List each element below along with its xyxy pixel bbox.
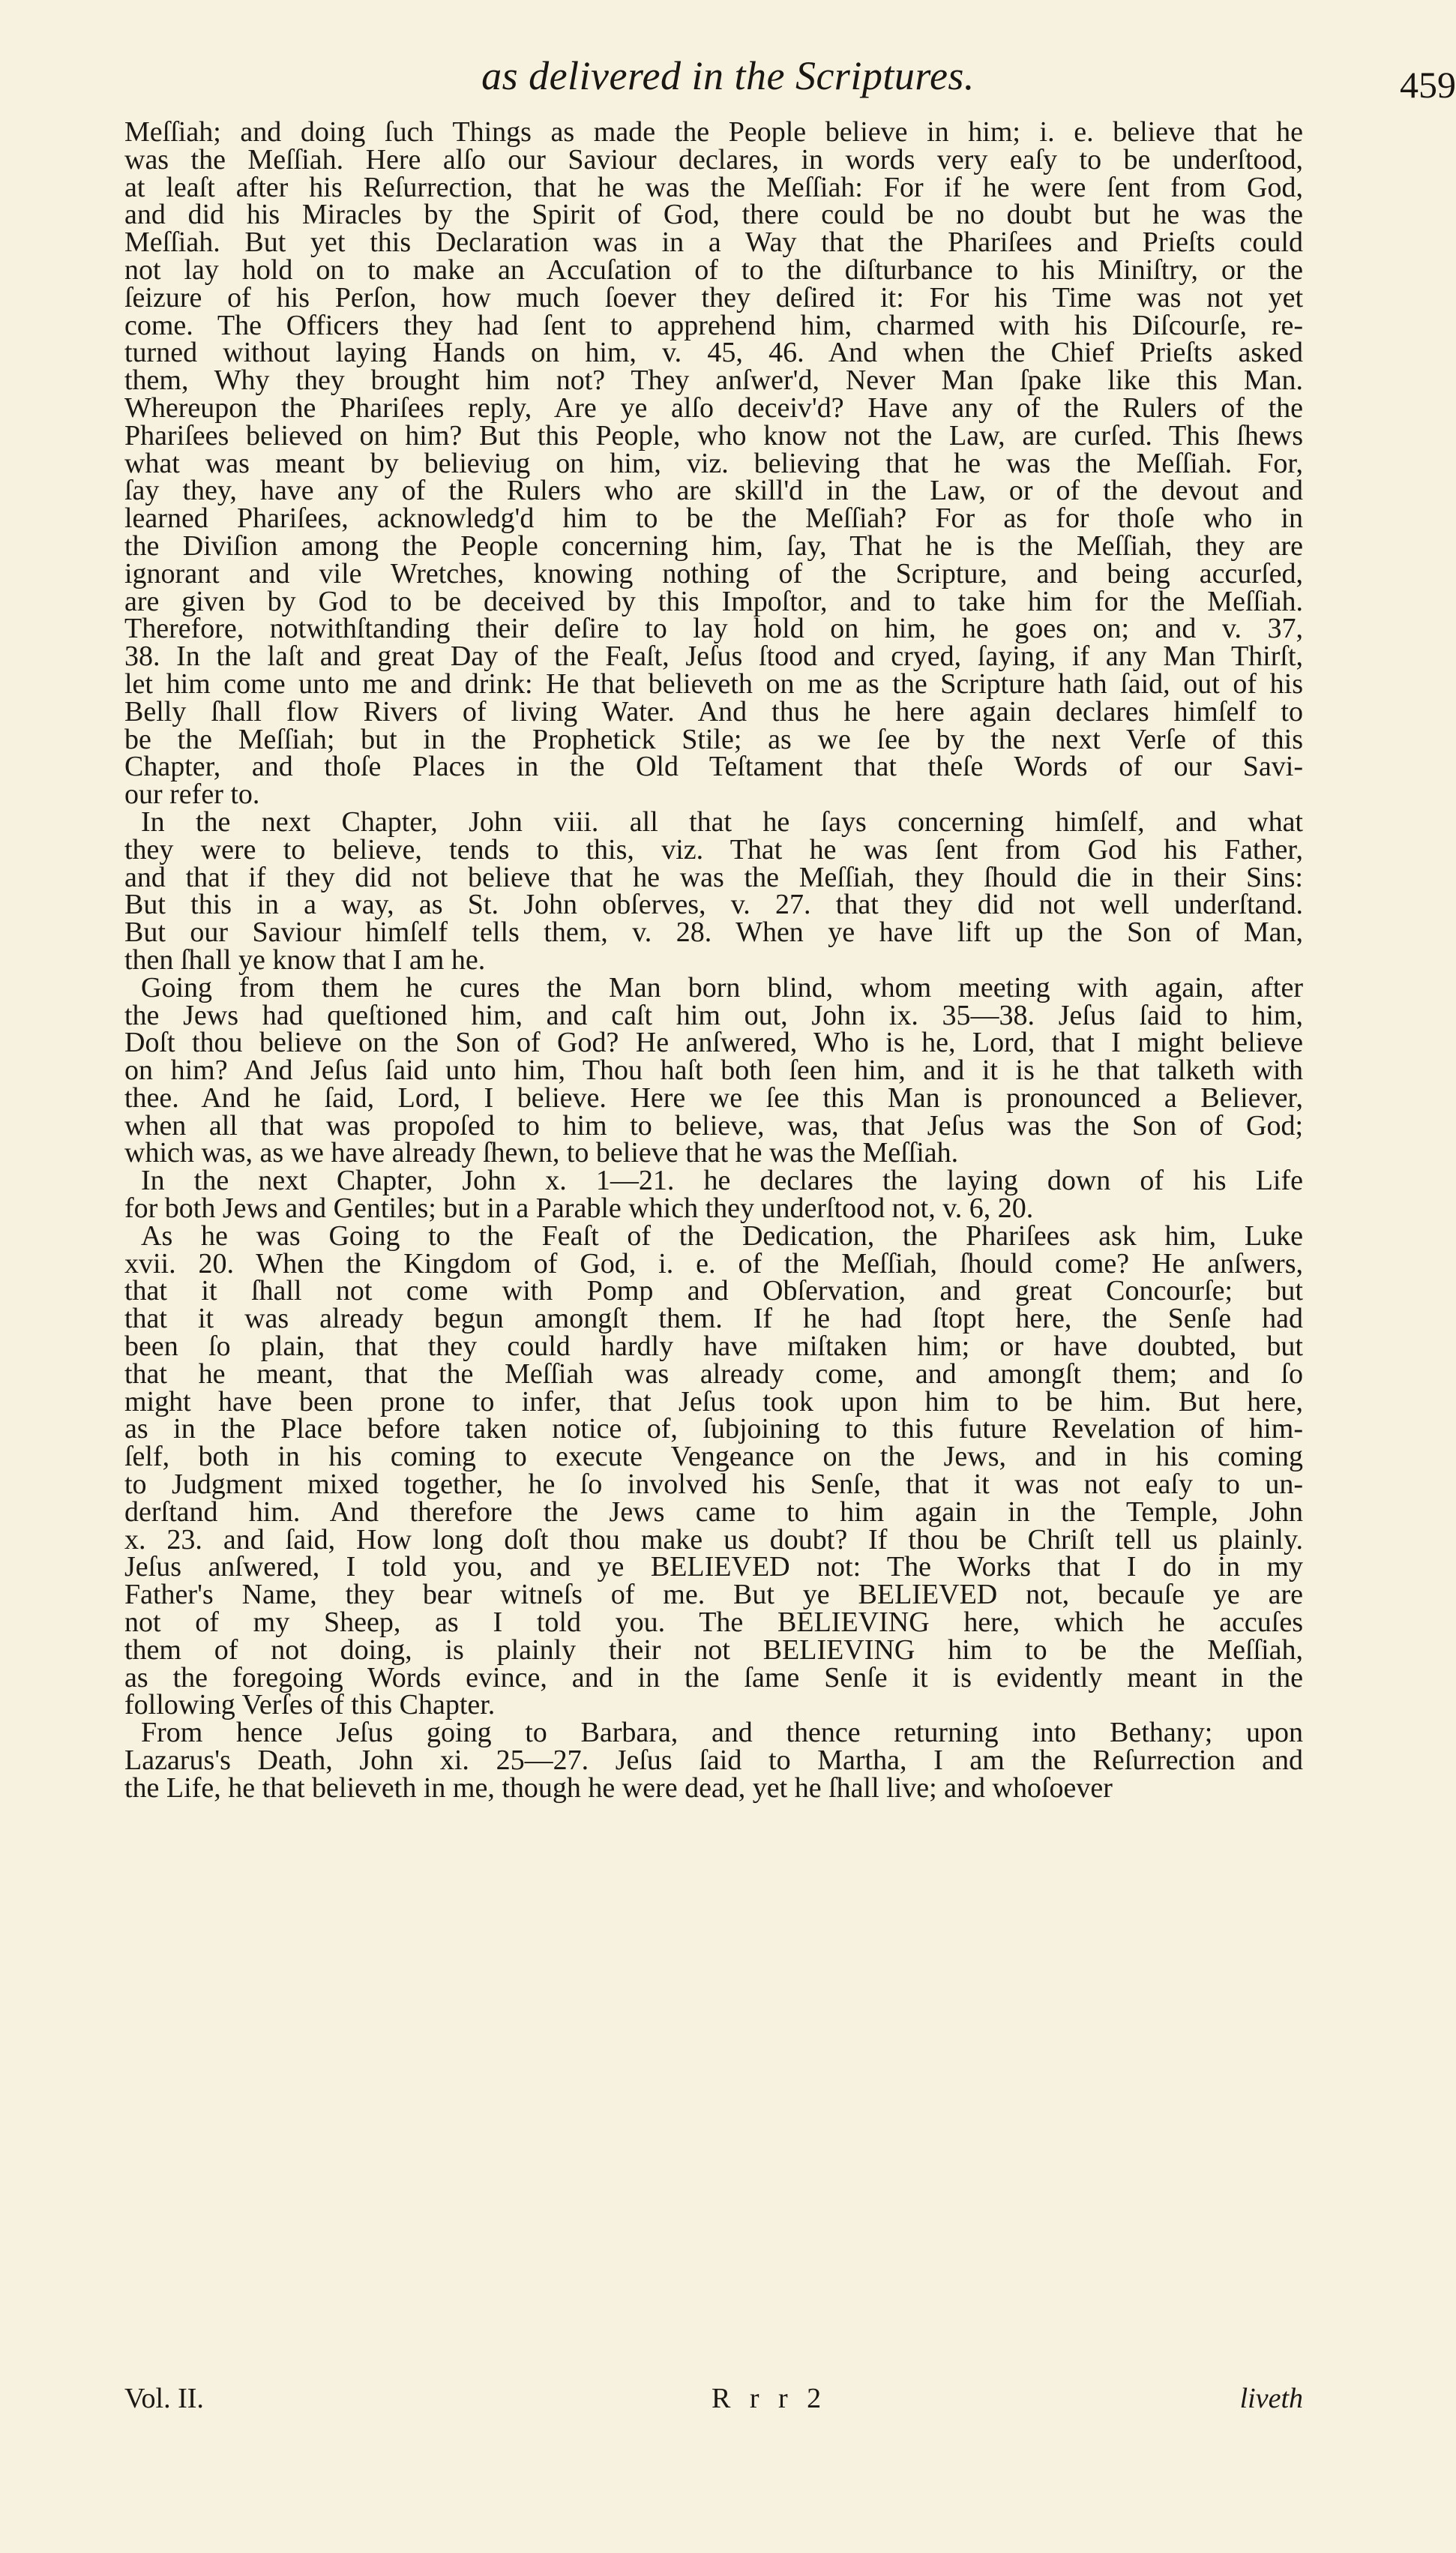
text-line: the Life, he that believeth in me, though he were dead, yet he ſhall live; and whoſoever [124, 1772, 1113, 1804]
text-line: was the Meſſiah. Here alſo our Saviour declares, in words very eaſy to be underſtood, [124, 143, 1303, 176]
text-line: But our Saviour himſelf tells them, v. 28. When ye have lift up the Son of Man, [124, 916, 1303, 949]
text-line: Meſſiah; and doing ſuch Things as made the People believe in him; i. e. believe that he [124, 116, 1303, 148]
text-line: what was meant by believiug on him, viz. believing that he was the Meſſiah. For, [124, 447, 1303, 479]
text-line: the Jews had queſtioned him, and caſt him out, John ix. 35—38. Jeſus ſaid to him, [124, 999, 1303, 1031]
text-line: at leaſt after his Reſurrection, that he was the Meſſiah: For if he were ſent from God, [124, 171, 1303, 203]
text-line: and that if they did not believe that he was the Meſſiah, they ſhould die in their Sins: [124, 861, 1303, 893]
text-line: might have been prone to infer, that Jeſus took upon him to be him. But here, [124, 1385, 1303, 1418]
text-line: learned Phariſees, acknowledg'd him to be the Meſſiah? For as for thoſe who in [124, 502, 1303, 535]
volume-label: Vol. II. [124, 2383, 204, 2414]
text-line: Chapter, and thoſe Places in the Old Teſtament that theſe Words of our Savi- [124, 751, 1303, 783]
text-line: on him? And Jeſus ſaid unto him, Thou haſt both ſeen him, and it is he that talketh with [124, 1054, 1303, 1087]
text-line: In the next Chapter, John viii. all that he ſays concerning himſelf, and what [141, 806, 1303, 838]
text-line: Whereupon the Phariſees reply, Are ye alſo deceiv'd? Have any of the Rulers of the [124, 392, 1303, 424]
text-line: xvii. 20. When the Kingdom of God, i. e. of the Meſſiah, ſhould come? He anſwers, [124, 1247, 1303, 1280]
text-line: Jeſus anſwered, I told you, and ye BELIEVED not: The Works that I do in my [124, 1551, 1303, 1583]
text-line: In the next Chapter, John x. 1—21. he declares the laying down of his Life [141, 1165, 1303, 1197]
page-footer [124, 2384, 1303, 2414]
text-line: that it ſhall not come with Pomp and Obſervation, and great Concourſe; but [124, 1275, 1303, 1307]
text-line: our refer to. [124, 778, 260, 811]
text-line: and did his Miracles by the Spirit of God, there could be no doubt but he was the [124, 199, 1303, 231]
text-line: x. 23. and ſaid, How long doſt thou make us doubt? If thou be Chriſt tell us plainly. [124, 1523, 1303, 1556]
text-line: following Verſes of this Chapter. [124, 1689, 496, 1721]
text-line: Lazarus's Death, John xi. 25—27. Jeſus ſaid to Martha, I am the Reſurrection and [124, 1744, 1303, 1777]
text-line: From hence Jeſus going to Barbara, and thence returning into Bethany; upon [141, 1717, 1303, 1749]
running-head: as delivered in the Scriptures. [481, 53, 975, 98]
text-line: come. The Officers they had ſent to apprehend him, charmed with his Diſcourſe, re- [124, 309, 1303, 341]
text-line: thee. And he ſaid, Lord, I believe. Here we ſee this Man is pronounced a Believer, [124, 1082, 1303, 1114]
text-line: But this in a way, as St. John obſerves, v. 27. that they did not well underſtand. [124, 889, 1303, 921]
text-line: been ſo plain, that they could hardly have miſtaken him; or have doubted, but [124, 1330, 1303, 1363]
text-line: derſtand him. And therefore the Jews came to him again in the Temple, John [124, 1496, 1303, 1528]
text-line: that it was already begun amongſt them. If he had ſtopt here, the Senſe had [124, 1303, 1303, 1335]
text-line: ſelf, both in his coming to execute Vengeance on the Jews, and in his coming [124, 1441, 1303, 1473]
text-line: that he meant, that the Meſſiah was already come, and amongſt them; and ſo [124, 1358, 1303, 1390]
text-line: ignorant and vile Wretches, knowing nothing of the Scripture, and being accurſed, [124, 557, 1303, 590]
text-line: which was, as we have already ſhewn, to believe that he was the Meſſiah. [124, 1137, 959, 1169]
text-line: them, Why they brought him not? They anſwer'd, Never Man ſpake like this Man. [124, 364, 1303, 397]
body-text [124, 118, 1303, 1802]
text-line: then ſhall ye know that I am he. [124, 944, 486, 976]
text-line: the Diviſion among the People concerning him, ſay, That he is the Meſſiah, they are [124, 530, 1303, 562]
text-line: Doſt thou believe on the Son of God? He anſwered, Who is he, Lord, that I might believe [124, 1027, 1303, 1059]
text-line: ſeizure of his Perſon, how much ſoever they deſired it: For his Time was not yet [124, 281, 1303, 314]
text-line: turned without laying Hands on him, v. 45, 46. And when the Chief Prieſts asked [124, 337, 1303, 369]
text-line: for both Jews and Gentiles; but in a Parable which they underſtood not, v. 6, 20. [124, 1192, 1034, 1225]
text-line: ſay they, have any of the Rulers who are skill'd in the Law, or of the devout and [124, 475, 1303, 507]
text-line: they were to believe, tends to this, viz. That he was ſent from God his Father, [124, 833, 1303, 866]
text-line: let him come unto me and drink: He that believeth on me as the Scripture hath ſaid, out of his [124, 668, 1303, 700]
text-line: them of not doing, is plainly their not BELIEVING him to be the Meſſiah, [124, 1634, 1303, 1666]
text-line: are given by God to be deceived by this Impoſtor, and to take him for the Meſſiah. [124, 585, 1303, 617]
text-line: when all that was propoſed to him to believe, was, that Jeſus was the Son of God; [124, 1109, 1303, 1142]
text-line: As he was Going to the Feaſt of the Dedication, the Phariſees ask him, Luke [141, 1220, 1303, 1252]
page-number: 459 [1400, 64, 1456, 106]
text-line: Phariſees believed on him? But this People, who know not the Law, are curſed. This ſhews [124, 419, 1303, 452]
text-line: to Judgment mixed together, he ſo involved his Senſe, that it was not eaſy to un- [124, 1468, 1303, 1501]
text-line: not lay hold on to make an Accuſation of to the diſturbance to his Miniſtry, or the [124, 254, 1303, 286]
text-line: as the foregoing Words evince, and in the ſame Senſe it is evidently meant in the [124, 1661, 1303, 1694]
text-line: not of my Sheep, as I told you. The BELIEVING here, which he accuſes [124, 1606, 1303, 1639]
text-line: 38. In the laſt and great Day of the Feaſt, Jeſus ſtood and cryed, ſaying, if any Man Thirſt, [124, 640, 1303, 673]
catchword: liveth [1239, 2383, 1303, 2414]
text-line: Belly ſhall flow Rivers of living Water. And thus he here again declares himſelf to [124, 695, 1303, 728]
text-line: Therefore, notwithſtanding their deſire to lay hold on him, he goes on; and v. 37, [124, 613, 1303, 645]
text-line: as in the Place before taken notice of, ſubjoining to this future Revelation of him- [124, 1413, 1303, 1445]
text-line: be the Meſſiah; but in the Prophetick Stile; as we ſee by the next Verſe of this [124, 723, 1303, 755]
text-line: Going from them he cures the Man born blind, whom meeting with again, after [141, 971, 1303, 1004]
signature-mark: R r r 2 [712, 2383, 828, 2414]
text-line: Father's Name, they bear witneſs of me. But ye BELIEVED not, becauſe ye are [124, 1579, 1303, 1611]
text-line: Meſſiah. But yet this Declaration was in a Way that the Phariſees and Prieſts could [124, 226, 1303, 259]
